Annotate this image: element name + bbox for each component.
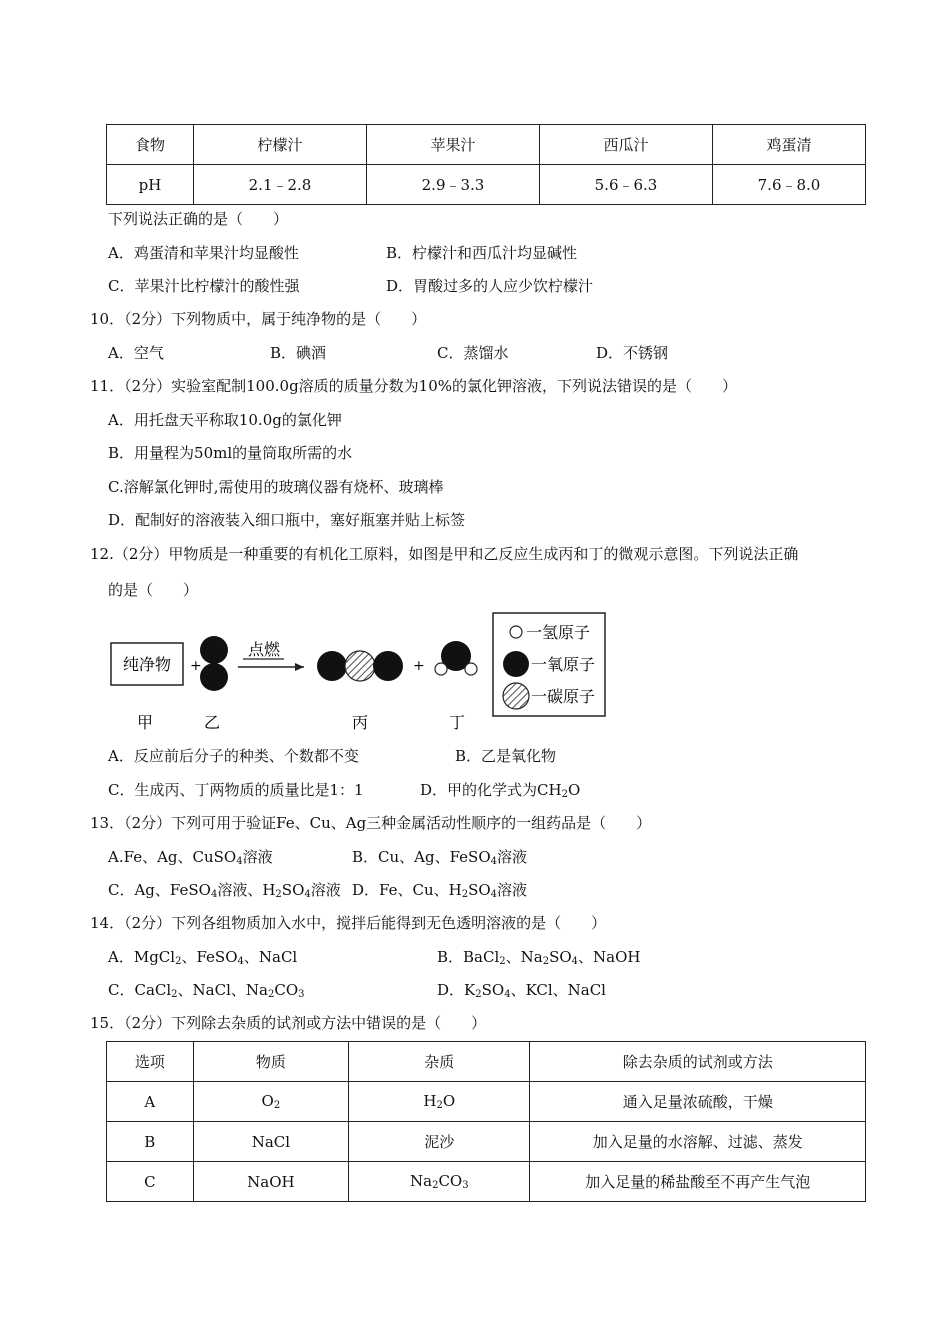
q14-option-b: B．BaCl$_2$、$Na_2SO_4$、NaOH	[437, 948, 641, 967]
table-cell: $H_2O$	[349, 1082, 530, 1122]
table-cell: 7.6﹣8.0	[713, 165, 866, 205]
table-cell: 通入足量浓硫酸，干燥	[530, 1082, 866, 1122]
hydrogen-atom-icon	[435, 663, 447, 675]
table-row	[107, 1162, 866, 1202]
q12-stem-line2: 的是（ ）	[108, 581, 199, 599]
plus-sign-1: +	[190, 658, 202, 674]
table-cell: 加入足量的水溶解、过滤、蒸发	[530, 1122, 866, 1162]
table-cell: 加入足量的稀盐酸至不再产生气泡	[530, 1162, 866, 1202]
table-cell: C	[107, 1162, 194, 1202]
carbon-atom-icon	[503, 683, 529, 709]
table-cell: pH	[107, 165, 194, 205]
q13-option-d: D．Fe、Cu、$H_2SO_4$溶液	[352, 881, 528, 900]
box-label: 纯净物	[122, 655, 172, 674]
q14-option-d: D．$K_2SO_4$、KCl、NaCl	[437, 981, 606, 1000]
table-cell: A	[107, 1082, 194, 1122]
table-cell: B	[107, 1122, 194, 1162]
q10-option-b: B．碘酒	[270, 344, 327, 362]
q14-stem: 14．（2分）下列各组物质加入水中，搅拌后能得到无色透明溶液的是（ ）	[90, 914, 607, 932]
table-cell: 食物	[107, 125, 194, 165]
table-cell: 杂质	[349, 1042, 530, 1082]
q11-stem: 11．（2分）实验室配制100.0g溶质的质量分数为10%的氯化钾溶液，下列说法错误的是（ ）	[90, 377, 738, 395]
table-row	[107, 165, 866, 205]
q10-option-a: A．空气	[108, 344, 164, 362]
table-cell: 柠檬汁	[194, 125, 367, 165]
table-cell: 5.6﹣6.3	[540, 165, 713, 205]
q9-stem: 下列说法正确的是（ ）	[108, 210, 289, 228]
q10-option-d: D．不锈钢	[596, 344, 669, 362]
ph-table	[106, 124, 866, 205]
q10-option-c: C．蒸馏水	[437, 344, 509, 362]
q15-stem: 15．（2分）下列除去杂质的试剂或方法中错误的是（ ）	[90, 1014, 487, 1032]
table-row	[107, 1042, 866, 1082]
carbon-atom-icon	[345, 651, 375, 681]
hydrogen-atom-icon	[510, 626, 522, 638]
table-cell: 除去杂质的试剂或方法	[530, 1042, 866, 1082]
hydrogen-atom-icon	[465, 663, 477, 675]
reaction-diagram	[108, 610, 618, 738]
q9-option-d: D．胃酸过多的人应少饮柠檬汁	[386, 277, 594, 295]
table-cell: NaOH	[193, 1162, 348, 1202]
legend-oxygen: 一氧原子	[531, 655, 596, 674]
table-row	[107, 125, 866, 165]
q13-stem: 13．（2分）下列可用于验证Fe、Cu、Ag三种金属活动性顺序的一组药品是（ ）	[90, 814, 652, 832]
table-cell: 2.1﹣2.8	[194, 165, 367, 205]
oxygen-atom-icon	[200, 636, 228, 664]
q12-option-b: B．乙是氧化物	[455, 747, 557, 765]
q12-stem-line1: 12.（2分）甲物质是一种重要的有机化工原料，如图是甲和乙反应生成丙和丁的微观示意图。下列说法正确	[90, 545, 799, 563]
oxygen-atom-icon	[503, 651, 529, 677]
q11-option-c: C.溶解氯化钾时,需使用的玻璃仪器有烧杯、玻璃棒	[108, 478, 444, 496]
q11-option-a: A．用托盘天平称取10.0g的氯化钾	[108, 411, 342, 429]
q9-option-a: A．鸡蛋清和苹果汁均显酸性	[108, 244, 299, 262]
label-yi: 乙	[203, 713, 221, 732]
plus-sign-2: +	[413, 658, 425, 674]
label-ding: 丁	[448, 713, 466, 732]
table-cell: 2.9﹣3.3	[367, 165, 540, 205]
table-cell: NaCl	[193, 1122, 348, 1162]
q11-option-d: D．配制好的溶液装入细口瓶中，塞好瓶塞并贴上标签	[108, 511, 466, 529]
oxygen-atom-icon	[200, 663, 228, 691]
q12-option-a: A．反应前后分子的种类、个数都不变	[108, 747, 359, 765]
q13-option-a: A.Fe、Ag、CuSO$_4$溶液	[108, 848, 273, 867]
q12-option-d: D．甲的化学式为$CH_2O$	[420, 781, 581, 800]
table-cell: $O_2$	[193, 1082, 348, 1122]
oxygen-atom-icon	[317, 651, 347, 681]
q14-option-c: C．CaCl$_2$、NaCl、$Na_2CO_3$	[108, 981, 305, 1000]
q9-option-b: B．柠檬汁和西瓜汁均显碱性	[386, 244, 578, 262]
label-bing: 丙	[351, 713, 369, 732]
q13-option-c: C．Ag、FeSO$_4$溶液、$H_2SO_4$溶液	[108, 881, 341, 900]
q12-option-c: C．生成丙、丁两物质的质量比是1：1	[108, 781, 364, 799]
q14-option-a: A．MgCl$_2$、FeSO$_4$、NaCl	[108, 948, 298, 967]
q13-option-b: B．Cu、Ag、FeSO$_4$溶液	[352, 848, 528, 867]
legend-carbon: 一碳原子	[531, 687, 596, 706]
table-cell: 鸡蛋清	[713, 125, 866, 165]
table-cell: 选项	[107, 1042, 194, 1082]
table-cell: 苹果汁	[367, 125, 540, 165]
table-row	[107, 1122, 866, 1162]
q9-option-c: C．苹果汁比柠檬汁的酸性强	[108, 277, 300, 295]
legend-hydrogen: 一氢原子	[526, 623, 591, 642]
q10-stem: 10．（2分）下列物质中，属于纯净物的是（ ）	[90, 310, 427, 328]
table-cell: 泥沙	[349, 1122, 530, 1162]
label-jia: 甲	[136, 713, 154, 732]
arrow-label: 点燃	[247, 640, 281, 659]
table-cell: $Na_2CO_3$	[349, 1162, 530, 1202]
q11-option-b: B．用量程为50ml的量筒取所需的水	[108, 444, 353, 462]
oxygen-atom-icon	[373, 651, 403, 681]
impurity-table	[106, 1041, 866, 1202]
table-cell: 西瓜汁	[540, 125, 713, 165]
table-row	[107, 1082, 866, 1122]
table-cell: 物质	[193, 1042, 348, 1082]
